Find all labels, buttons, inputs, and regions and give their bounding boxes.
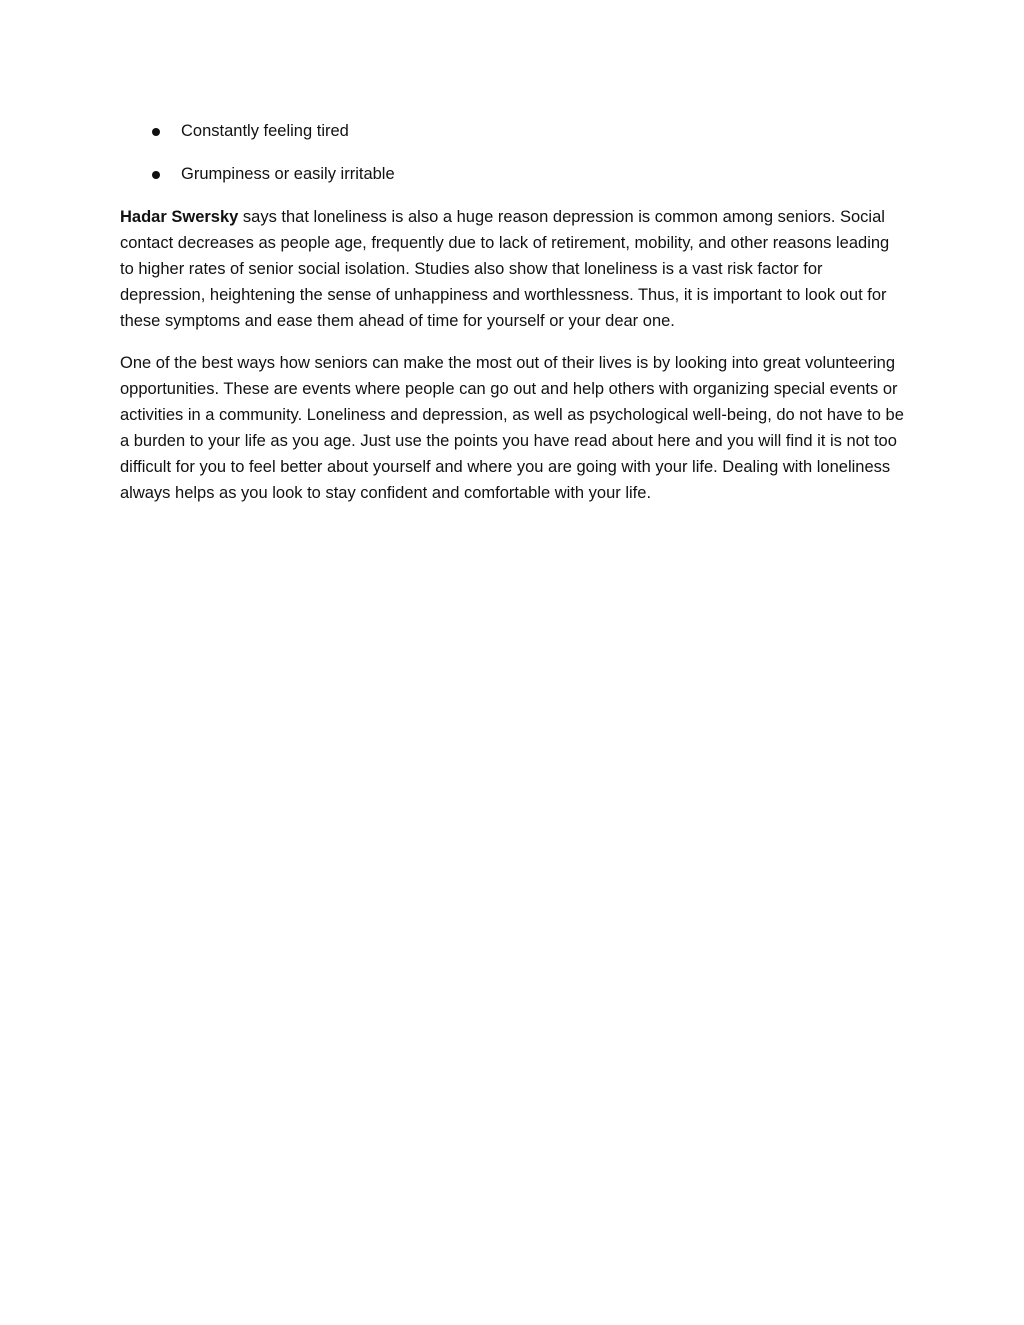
list-item-text: Constantly feeling tired — [181, 122, 349, 140]
author-name: Hadar Swersky — [120, 208, 239, 226]
paragraph-text: says that loneliness is also a huge reason depression is common among seniors. Social contact decreases as people age, frequently due to lack of retirement, mobility, and other reasons leading to higher rates of senior social isolation. Studies also show that loneliness is a vast risk factor for depression, heightening the sense of unhappiness and worthlessness. Thus, it is important to look out for these symptoms and ease them ahead of time for yourself or your dear one. — [120, 208, 890, 330]
paragraph-loneliness — [120, 204, 905, 334]
paragraph-volunteering: One of the best ways how seniors can make the most out of their lives is by looking into great volunteering opportunities. These are events where people can go out and help others with organizing special events or activities in a community. Loneliness and depression, as well as psychological well-being, do not have to be a burden to your life as you age. Just use the points you have read about here and you will find it is not too difficult for you to feel better about yourself and where you are going with your life. Dealing with loneliness always helps as you look to stay confident and comfortable with your life. — [120, 354, 904, 502]
symptom-list — [120, 118, 905, 187]
document-body — [120, 118, 905, 522]
bullet-icon — [152, 128, 160, 136]
bullet-icon — [152, 171, 160, 179]
list-item-text: Grumpiness or easily irritable — [181, 165, 395, 183]
list-item — [120, 161, 905, 187]
list-item — [120, 118, 905, 144]
